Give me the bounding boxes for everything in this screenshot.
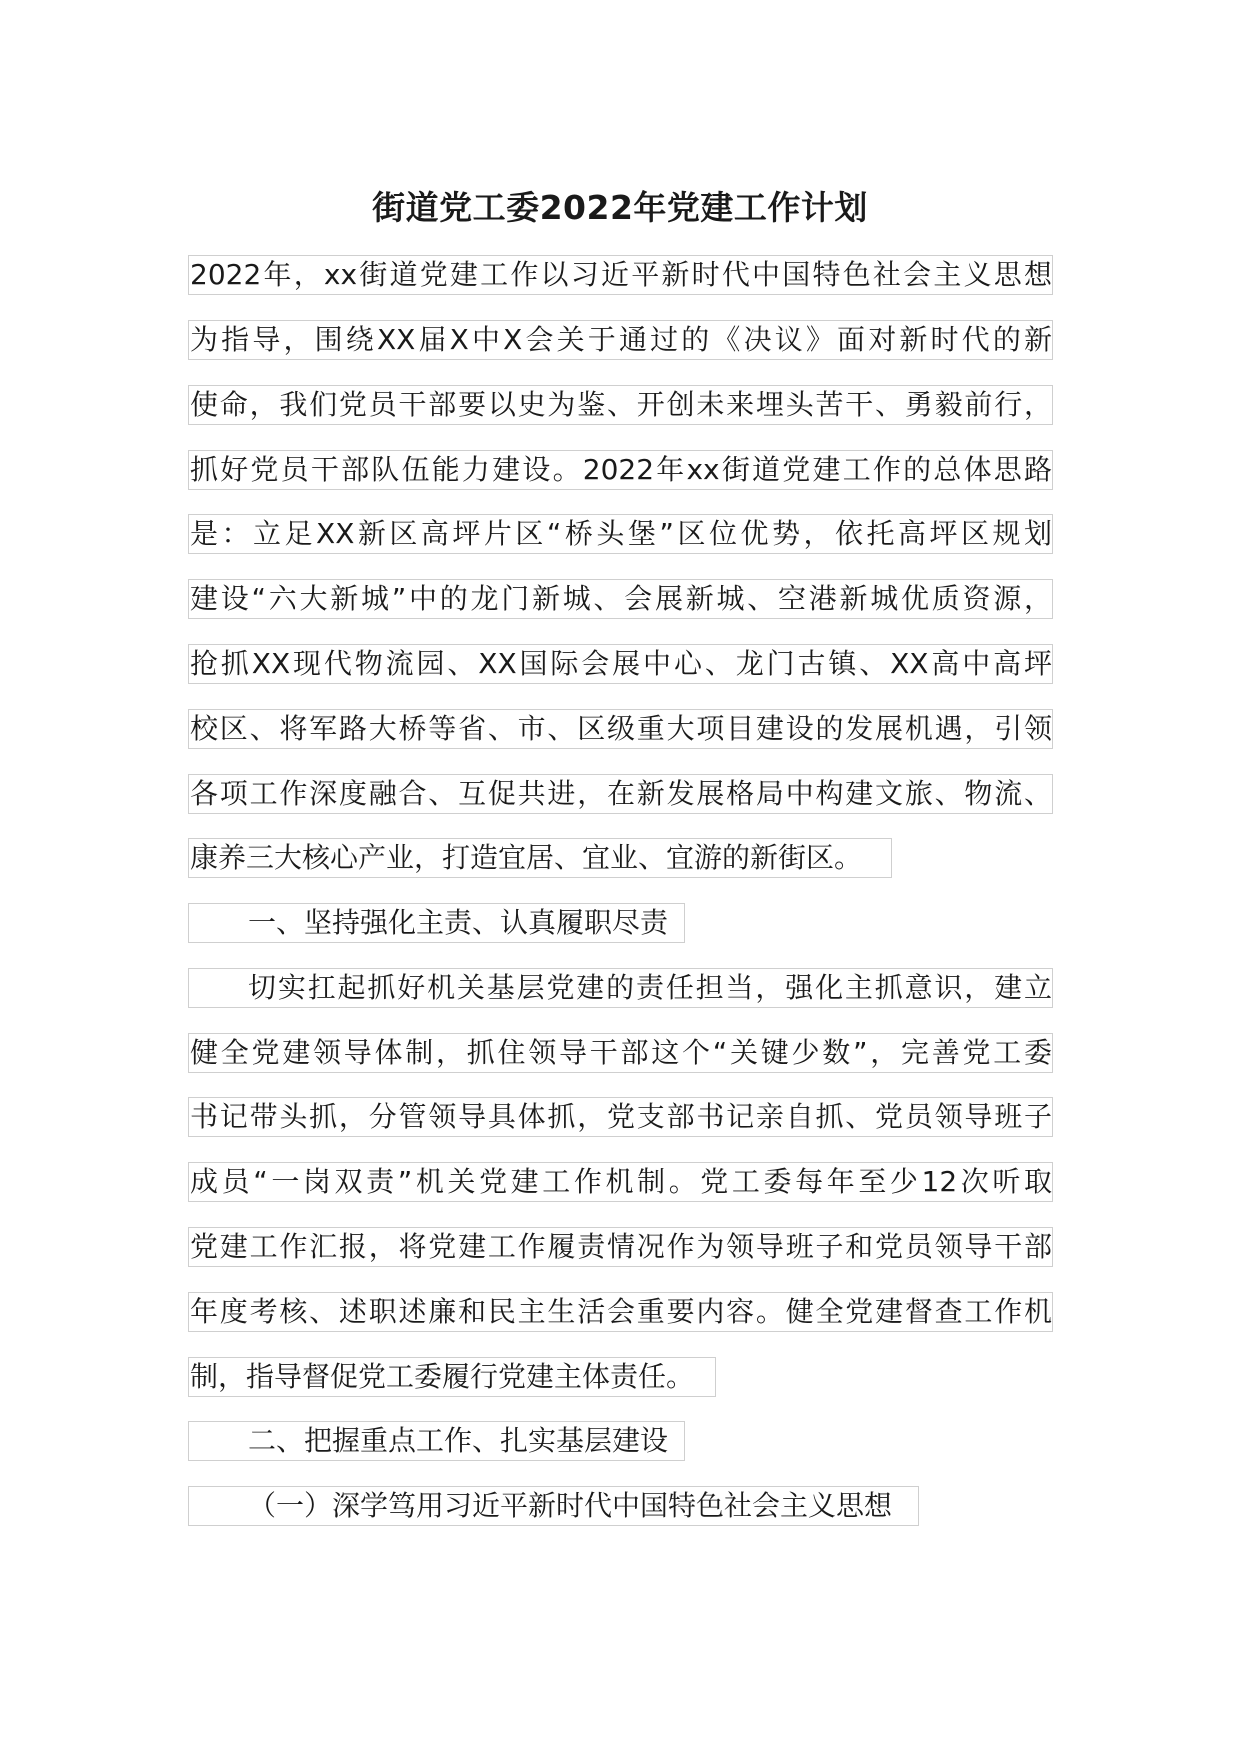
text-line: 2022年，xx街道党建工作以习近平新时代中国特色社会主义思想	[188, 255, 1053, 295]
text-line: 成员“一岗双责”机关党建工作机制。党工委每年至少12次听取	[188, 1162, 1053, 1202]
section-heading: 二、把握重点工作、扎实基层建设	[188, 1421, 685, 1461]
text-line: 抢抓XX现代物流园、XX国际会展中心、龙门古镇、XX高中高坪	[188, 644, 1053, 684]
text-line: 党建工作汇报，将党建工作履责情况作为领导班子和党员领导干部	[188, 1227, 1053, 1267]
text-line: 是：立足XX新区高坪片区“桥头堡”区位优势，依托高坪区规划	[188, 514, 1053, 554]
text-line: 年度考核、述职述廉和民主生活会重要内容。健全党建督查工作机	[188, 1292, 1053, 1332]
text-line: 使命，我们党员干部要以史为鉴、开创未来埋头苦干、勇毅前行，	[188, 385, 1053, 425]
subsection-heading: （一）深学笃用习近平新时代中国特色社会主义思想	[188, 1486, 919, 1526]
text-line: 为指导，围绕XX届X中X会关于通过的《决议》面对新时代的新	[188, 320, 1053, 360]
text-line: 各项工作深度融合、互促共进，在新发展格局中构建文旅、物流、	[188, 774, 1053, 814]
text-line: 校区、将军路大桥等省、市、区级重大项目建设的发展机遇，引领	[188, 709, 1053, 749]
document-title: 街道党工委2022年党建工作计划	[372, 188, 868, 227]
text-line: 制，指导督促党工委履行党建主体责任。	[188, 1357, 716, 1397]
text-line: 建设“六大新城”中的龙门新城、会展新城、空港新城优质资源，	[188, 579, 1053, 619]
text-line: 康养三大核心产业，打造宜居、宜业、宜游的新街区。	[188, 838, 892, 878]
text-line: 抓好党员干部队伍能力建设。2022年xx街道党建工作的总体思路	[188, 450, 1053, 490]
text-line: 书记带头抓，分管领导具体抓，党支部书记亲自抓、党员领导班子	[188, 1097, 1053, 1137]
text-line: 健全党建领导体制，抓住领导干部这个“关键少数”，完善党工委	[188, 1033, 1053, 1073]
text-line: 切实扛起抓好机关基层党建的责任担当，强化主抓意识，建立	[188, 968, 1053, 1008]
section-heading: 一、坚持强化主责、认真履职尽责	[188, 903, 685, 943]
